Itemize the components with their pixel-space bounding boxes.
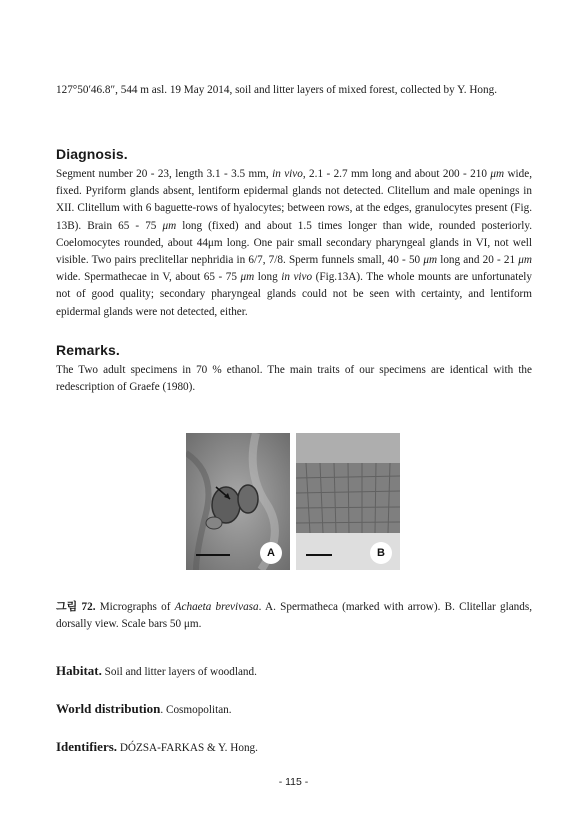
remarks-heading: Remarks. [56, 342, 120, 358]
micrograph-panel-b [296, 433, 400, 570]
remarks-text: The Two adult specimens in 70 % ethanol. The main traits of our specimens are identical with the redescription of Graefe (1980). [56, 364, 532, 394]
figure-label: 그림 [56, 600, 78, 613]
figure-micrographs [186, 433, 400, 570]
identifiers-text: DÓZSA-FARKAS & Y. Hong. [117, 742, 258, 754]
diagnosis-italic: in vivo [272, 168, 303, 180]
page-number: - 115 - [278, 776, 309, 788]
world-distribution-section [56, 700, 532, 719]
habitat-heading: Habitat. [56, 663, 102, 678]
unit-symbol: μm [423, 254, 438, 267]
remarks-section [56, 342, 532, 396]
panel-a-label: A [260, 542, 282, 564]
panel-b-label: B [370, 542, 392, 564]
caption-text-part: Micrographs of [95, 601, 175, 613]
identifiers-line [56, 738, 532, 757]
diagnosis-section [56, 146, 532, 321]
unit-symbol: μm [240, 271, 255, 284]
diagnosis-italic: in vivo [281, 271, 313, 284]
diagnosis-text-part: (Fig.13A). The whole mounts are unfortunately not of good quality; secondary pharyngeal glands could not be seen with certainty, and lentiform epidermal glands were not detected, either. [56, 271, 533, 318]
unit-symbol: μm [490, 168, 505, 180]
diagnosis-text-part: wide, fixed. Pyriform glands absent, lentiform epidermal glands not detected. Clitellum and male openings in XII. Clitellum with 6 baguette-rows of hyalocytes; between rows, at the edges, granulocytes present (Fig. 13B). Brain 65 - 75 [56, 168, 533, 232]
habitat-line [56, 662, 532, 681]
diagnosis-text-part: wide. Spermathecae in V, about 65 - 75 [56, 271, 237, 284]
diagnosis-heading: Diagnosis. [56, 146, 128, 162]
identifiers-section [56, 738, 532, 757]
scale-bar [306, 554, 332, 556]
world-distribution-line [56, 700, 532, 719]
unit-symbol: μm [162, 219, 177, 232]
habitat-section [56, 662, 532, 681]
figure-number: 72. [81, 601, 96, 613]
scale-bar [196, 554, 230, 556]
locality-paragraph [56, 82, 532, 99]
world-distribution-heading: World distribution [56, 701, 161, 716]
diagnosis-text-part: long (fixed) and about 1.5 times longer than wide, rounded posteriorly. Coelomocytes rounded, about 44μm long. One pair small secondary pharyngeal glands in VI, not well visible. Two pairs preclitellar nephridia in 6/7, 7/8. Sperm funnels small, 40 - 50 [56, 219, 532, 267]
figure-caption [56, 598, 532, 633]
world-distribution-text: . Cosmopolitan. [160, 704, 232, 716]
micrograph-panel-a [186, 433, 290, 570]
caption-text-part: . A. Spermatheca (marked with arrow). B. Clitellar glands, dorsally view. Scale bars 50 μm. [56, 601, 533, 630]
unit-symbol: μm [518, 254, 532, 267]
diagnosis-text-part: Segment number 20 - 23, length 3.1 - 3.5 mm, [56, 168, 269, 180]
diagnosis-text-part: long and 20 - 21 [437, 254, 516, 267]
species-name: Achaeta brevivasa [174, 601, 259, 613]
locality-text: 127°50′46.8″, 544 m asl. 19 May 2014, soil and litter layers of mixed forest, collected by Y. Hong. [56, 84, 497, 96]
habitat-text: Soil and litter layers of woodland. [101, 666, 257, 678]
identifiers-heading: Identifiers. [56, 739, 118, 754]
diagnosis-text-part: long [254, 271, 278, 284]
diagnosis-text [56, 166, 532, 321]
diagnosis-text-part: , 2.1 - 2.7 mm long and about 200 - 210 [302, 168, 487, 180]
